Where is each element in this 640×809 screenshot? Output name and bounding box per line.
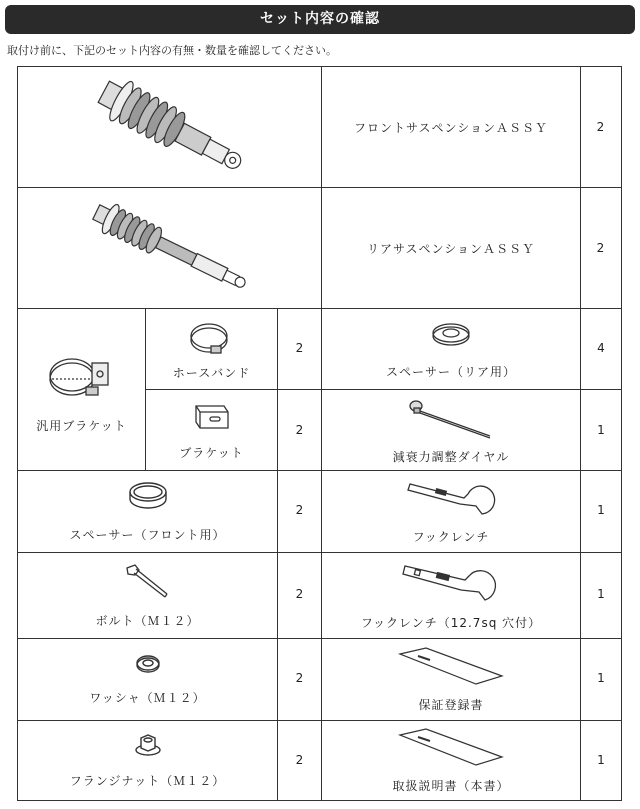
- hook-wrench-cell: [322, 471, 580, 552]
- warranty-illustration: [396, 646, 506, 688]
- front-suspension-image: [18, 67, 321, 187]
- manual-illustration: [396, 727, 506, 769]
- front-suspension-qty: 2: [596, 120, 606, 134]
- hook-wrench-name: フックレンチ: [412, 530, 490, 544]
- bracket-qty: 2: [295, 423, 304, 437]
- hook-wrench-127-name: フックレンチ（12.7sq 穴付）: [360, 616, 542, 630]
- spacer-rear-name: スペーサー（リア用）: [385, 364, 516, 379]
- spacer-rear-cell: [322, 309, 580, 389]
- hook-wrench-127-cell: [322, 553, 580, 638]
- intro-text: 取付け前に、下記のセット内容の有無・数量を確認してください。: [7, 44, 337, 57]
- parts-table: [17, 66, 622, 801]
- bolt-name: ボルト（Ｍ１２）: [95, 614, 200, 628]
- flange-nut-illustration: [133, 732, 163, 758]
- rear-suspension-name-cell: [322, 188, 580, 308]
- front-suspension-illustration: [85, 75, 255, 180]
- warranty-qty: 1: [597, 671, 605, 685]
- manual-qty: 1: [597, 753, 605, 767]
- rear-suspension-name: リアサスペンションＡＳＳＹ: [367, 241, 535, 256]
- damping-dial-cell: [322, 390, 580, 470]
- washer-illustration: [133, 653, 163, 675]
- bolt-qty: 2: [295, 587, 304, 601]
- warranty-name: 保証登録書: [418, 698, 484, 712]
- hook-wrench-127-illustration: [401, 560, 501, 606]
- washer-name: ワッシャ（Ｍ１２）: [89, 691, 206, 705]
- hose-band-name: ホースバンド: [172, 365, 251, 380]
- flange-nut-cell: [18, 721, 277, 800]
- spacer-front-illustration: [125, 480, 171, 512]
- damping-dial-name: 減衰力調整ダイヤル: [392, 449, 510, 464]
- hook-wrench-qty: 1: [597, 503, 605, 517]
- damping-dial-illustration: [406, 396, 496, 440]
- bracket-group-name: 汎用ブラケット: [36, 419, 127, 433]
- bolt-cell: [18, 553, 277, 638]
- rear-suspension-qty-cell: [581, 188, 621, 308]
- warranty-cell: [322, 639, 580, 720]
- spacer-front-cell: [18, 471, 277, 552]
- spacer-rear-qty: 4: [597, 341, 605, 355]
- spacer-rear-illustration: [429, 319, 473, 349]
- bracket-group-cell: [18, 309, 145, 470]
- manual-cell: [322, 721, 580, 800]
- flange-nut-qty: 2: [295, 753, 304, 767]
- washer-cell: [18, 639, 277, 720]
- front-suspension-name: フロントサスペンションＡＳＳＹ: [354, 120, 548, 135]
- hose-band-qty: 2: [295, 341, 304, 355]
- manual-name: 取扱説明書（本書）: [392, 779, 510, 793]
- front-suspension-name-cell: [322, 67, 580, 187]
- hook-wrench-illustration: [406, 478, 496, 518]
- bracket-group-illustration: [44, 345, 120, 407]
- hose-band-cell: [146, 309, 277, 389]
- washer-qty: 2: [295, 671, 304, 685]
- bracket-cell: [146, 390, 277, 470]
- bracket-illustration: [192, 400, 232, 432]
- damping-dial-qty: 1: [597, 423, 605, 437]
- spacer-front-qty: 2: [295, 503, 304, 517]
- page-title: セット内容の確認: [5, 5, 635, 34]
- bolt-illustration: [123, 562, 173, 600]
- flange-nut-name: フランジナット（Ｍ１２）: [69, 774, 226, 788]
- hook-wrench-127-qty: 1: [597, 587, 605, 601]
- bracket-name: ブラケット: [179, 445, 244, 460]
- hose-band-illustration: [187, 318, 237, 358]
- rear-suspension-illustration: [80, 196, 260, 301]
- rear-suspension-qty: 2: [596, 241, 606, 255]
- rear-suspension-image: [18, 188, 321, 308]
- spacer-front-name: スペーサー（フロント用）: [69, 528, 226, 542]
- front-suspension-qty-cell: [581, 67, 621, 187]
